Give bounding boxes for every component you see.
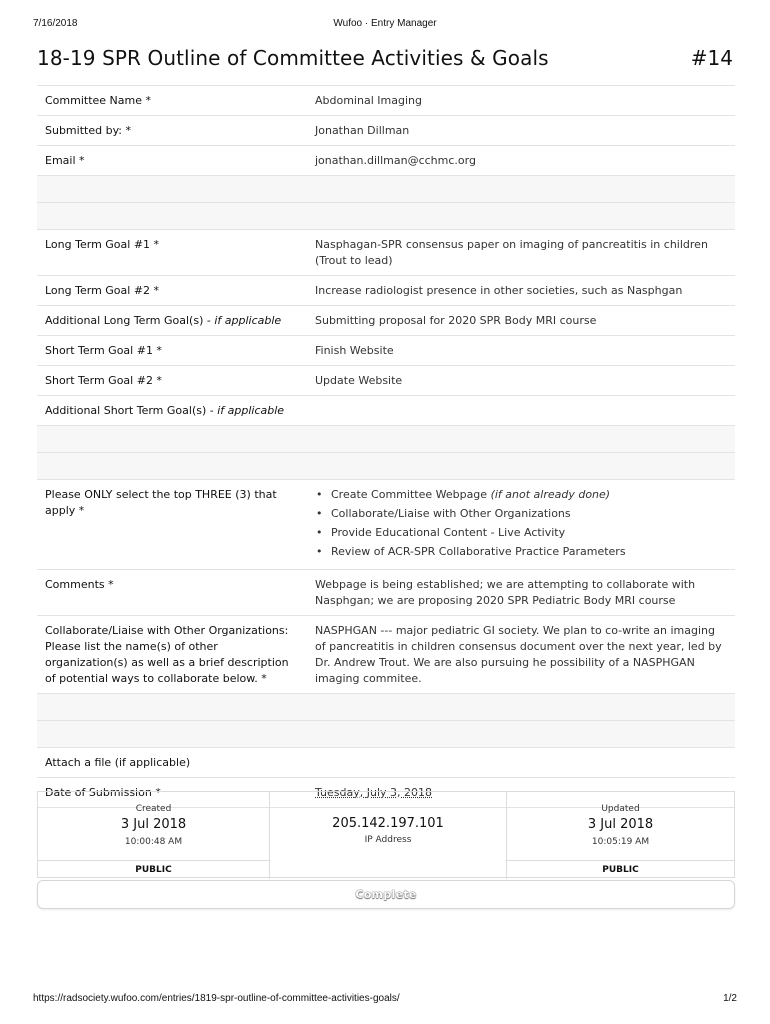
field-label: Short Term Goal #1 * (37, 336, 307, 366)
page-count: 1/2 (723, 993, 737, 1004)
ip-info (270, 792, 506, 879)
field-value: NASPHGAN --- major pediatric GI society. We plan to co-write an imaging of pancreatitis in children consensus document over the next year, led by Dr. Andrew Trout. We are also pursuing he possibility of a NASPHGAN imaging commitee. (307, 616, 735, 694)
field-row-short-term-goal-1 (37, 336, 735, 366)
field-row-additional-short-term-goals (37, 396, 735, 426)
field-label: Date of Submission * (37, 778, 307, 808)
field-row-short-term-goal-2 (37, 366, 735, 396)
field-value (307, 480, 735, 570)
field-value: Increase radiologist presence in other societies, such as Nasphgan (307, 276, 735, 306)
field-label: Comments * (37, 570, 307, 616)
field-value: Jonathan Dillman (307, 116, 735, 146)
field-label: Attach a file (if applicable) (37, 748, 735, 778)
updated-info (506, 792, 734, 879)
section-spacer (37, 453, 735, 480)
updated-date: 3 Jul 2018 (587, 817, 654, 832)
field-value: Update Website (307, 366, 735, 396)
complete-button-label: Complete (355, 888, 417, 901)
section-spacer (37, 721, 735, 748)
section-spacer (37, 694, 735, 721)
field-value: Abdominal Imaging (307, 86, 735, 116)
field-row-submitted-by (37, 116, 735, 146)
field-label: Committee Name * (37, 86, 307, 116)
complete-button[interactable] (37, 880, 735, 909)
print-footer (33, 993, 737, 1007)
field-value: Nasphagan-SPR consensus paper on imaging of pancreatitis in children (Trout to lead) (307, 230, 735, 276)
field-value: Webpage is being established; we are attempting to collaborate with Nasphgan; we are proposing 2020 SPR Pediatric Body MRI course (307, 570, 735, 616)
list-item: • Review of ACR-SPR Collaborative Practice Parameters (315, 544, 727, 560)
field-value: Submitting proposal for 2020 SPR Body MRI course (307, 306, 735, 336)
field-label: Please ONLY select the top THREE (3) that apply * (37, 480, 307, 570)
created-visibility-badge: PUBLIC (38, 860, 269, 879)
created-time: 10:00:48 AM (124, 837, 183, 847)
print-page-title: Wufoo · Entry Manager (333, 18, 437, 29)
print-header (33, 18, 737, 32)
print-date: 7/16/2018 (33, 18, 78, 29)
field-label: Long Term Goal #2 * (37, 276, 307, 306)
field-label: Additional Long Term Goal(s) - if applicable (37, 306, 307, 336)
field-label: Email * (37, 146, 307, 176)
updated-time: 10:05:19 AM (591, 837, 650, 847)
updated-caption: Updated (601, 804, 640, 814)
selected-options-list (315, 487, 727, 560)
field-row-top-three (37, 480, 735, 570)
field-row-attach-file (37, 748, 735, 778)
field-row-comments (37, 570, 735, 616)
list-item: • Create Committee Webpage (if anot already done) (315, 487, 727, 503)
submission-date-link[interactable]: Tuesday, July 3, 2018 (315, 786, 433, 799)
entry-table (37, 85, 735, 808)
field-row-additional-long-term-goals (37, 306, 735, 336)
print-url: https://radsociety.wufoo.com/entries/1819-spr-outline-of-committee-activities-goals/ (33, 993, 400, 1004)
field-row-collaborate (37, 616, 735, 694)
form-title-bar (37, 42, 733, 76)
section-spacer (37, 176, 735, 203)
field-label: Additional Short Term Goal(s) - if applicable (37, 396, 735, 426)
updated-visibility-badge: PUBLIC (507, 860, 734, 879)
field-value: Finish Website (307, 336, 735, 366)
form-title: 18-19 SPR Outline of Committee Activities & Goals (37, 46, 549, 70)
created-info (38, 792, 270, 879)
list-item: • Collaborate/Liaise with Other Organizations (315, 506, 727, 522)
section-spacer (37, 203, 735, 230)
entry-number: #14 (690, 46, 733, 70)
field-row-long-term-goal-2 (37, 276, 735, 306)
section-spacer (37, 426, 735, 453)
field-row-committee-name (37, 86, 735, 116)
email-link[interactable]: jonathan.dillman@cchmc.org (307, 146, 735, 176)
field-label: Long Term Goal #1 * (37, 230, 307, 276)
entry-meta-panel (37, 791, 735, 878)
field-label: Collaborate/Liaise with Other Organizations: Please list the name(s) of other organization(s) as well as a brief description of potential ways to collaborate below. * (37, 616, 307, 694)
list-item: • Provide Educational Content - Live Activity (315, 525, 727, 541)
field-label: Short Term Goal #2 * (37, 366, 307, 396)
field-row-email (37, 146, 735, 176)
ip-address: 205.142.197.101 (332, 816, 444, 831)
field-row-long-term-goal-1 (37, 230, 735, 276)
created-date: 3 Jul 2018 (120, 817, 187, 832)
ip-caption: IP Address (364, 835, 412, 845)
created-caption: Created (135, 804, 172, 814)
field-label: Submitted by: * (37, 116, 307, 146)
